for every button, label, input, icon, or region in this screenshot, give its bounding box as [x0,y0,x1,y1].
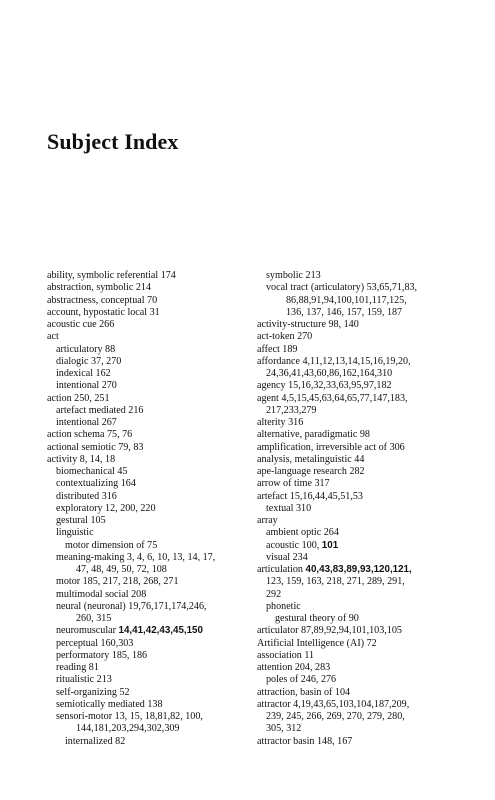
index-entry: acoustic 100, 101 [266,539,339,551]
index-entry: reading 81 [56,662,99,673]
index-entry: semiotically mediated 138 [56,698,163,710]
index-entry: neural (neuronal) 19,76,171,174,246, [56,600,207,612]
index-entry: actional semiotic 79, 83 [47,441,144,453]
index-entry: exploratory 12, 200, 220 [56,502,156,514]
index-entry: articulation 40,43,83,89,93,120,121, [257,564,412,575]
index-column-left [47,270,259,748]
index-entry: attractor basin 148, 167 [257,735,353,747]
index-entry: meaning-making 3, 4, 6, 10, 13, 14, 17, [56,551,216,563]
index-entry: act [47,331,59,343]
index-entry: agent 4,5,15,45,63,64,65,77,147,183, [257,392,408,404]
index-entry: Artificial Intelligence (AI) 72 [257,637,377,649]
index-entry: activity-structure 98, 140 [257,319,359,330]
index-entry: affordance 4,11,12,13,14,15,16,19,20, [257,355,411,367]
index-entry: sensori-motor 13, 15, 18,81,82, 100, [56,711,203,722]
index-entry: action 250, 251 [47,392,110,404]
index-entry: ambient optic 264 [266,527,339,539]
index-entry: array [257,515,278,526]
index-entry: performatory 185, 186 [56,649,148,661]
index-entry: gestural 105 [56,515,106,526]
index-entry: account, hypostatic local 31 [47,306,160,318]
index-entry: motor 185, 217, 218, 268, 271 [56,576,179,588]
index-entry: indexical 162 [56,368,111,379]
index-entry: self-organizing 52 [56,686,130,698]
index-entry: ability, symbolic referential 174 [47,270,176,281]
index-column-right [257,270,469,748]
index-entry: neuromuscular 14,41,42,43,45,150 [56,625,203,637]
index-entry: attention 204, 283 [257,662,331,673]
index-entry: textual 310 [266,502,312,514]
index-entry-continuation: 136, 137, 146, 157, 159, 187 [286,306,403,318]
index-entry: multimodal social 208 [56,588,147,600]
index-entry: ritualistic 213 [56,674,112,686]
index-entry: abstractness, conceptual 70 [47,294,158,306]
index-entry: visual 234 [266,551,308,563]
index-entry-continuation: 86,88,91,94,100,101,117,125, [286,294,407,306]
index-entry: act-token 270 [257,331,313,343]
index-entry: intentional 270 [56,380,117,392]
index-entry: poles of 246, 276 [266,674,337,686]
index-entry: activity 8, 14, 18 [47,453,116,465]
index-entry: phonetic [266,600,301,612]
index-entry: attractor 4,19,43,65,103,104,187,209, [257,698,410,710]
index-entry-continuation: 305, 312 [266,723,302,735]
index-entry: amplification, irreversible act of 306 [257,441,405,453]
index-entry: agency 15,16,32,33,63,95,97,182 [257,380,392,392]
index-entry: ape-language research 282 [257,466,365,477]
index-entry: symbolic 213 [266,270,321,281]
index-entry: dialogic 37, 270 [56,355,122,367]
index-entry-continuation: 217,233,279 [266,404,317,416]
index-entry: gestural theory of 90 [275,613,359,624]
index-entry: action schema 75, 76 [47,429,133,441]
index-entry: vocal tract (articulatory) 53,65,71,83, [266,282,418,294]
index-entry: perceptual 160,303 [56,637,134,649]
index-entry: alterity 316 [257,417,304,428]
index-entry: affect 189 [257,343,298,355]
index-entry: articulatory 88 [56,343,116,355]
index-entry-continuation: 144,181,203,294,302,309 [76,723,180,735]
index-entry: biomechanical 45 [56,466,128,477]
index-entry: analysis, metalinguistic 44 [257,453,365,465]
index-entry-continuation: 24,36,41,43,60,86,162,164,310 [266,368,393,379]
index-entry: acoustic cue 266 [47,319,115,330]
index-entry-continuation: 47, 48, 49, 50, 72, 108 [76,564,167,575]
index-entry: internalized 82 [65,735,126,747]
index-entry-continuation: 292 [266,588,282,600]
index-entry-continuation: 123, 159, 163, 218, 271, 289, 291, [266,576,405,588]
index-entry: motor dimension of 75 [65,539,158,551]
index-entry-continuation: 260, 315 [76,613,112,624]
index-entry: linguistic [56,527,94,539]
index-entry: alternative, paradigmatic 98 [257,429,370,441]
index-entry: intentional 267 [56,417,117,428]
index-entry: contextualizing 164 [56,478,136,490]
index-entry: artefact 15,16,44,45,51,53 [257,490,363,502]
index-entry: association 11 [257,649,315,661]
index-entry-continuation: 239, 245, 266, 269, 270, 279, 280, [266,711,405,722]
index-entry: abstraction, symbolic 214 [47,282,152,294]
index-entry: distributed 316 [56,490,117,502]
index-entry: articulator 87,89,92,94,101,103,105 [257,625,402,637]
index-entry: artefact mediated 216 [56,404,144,416]
page-title: Subject Index [47,129,179,154]
index-entry: arrow of time 317 [257,478,330,490]
index-entry: attraction, basin of 104 [257,686,351,698]
